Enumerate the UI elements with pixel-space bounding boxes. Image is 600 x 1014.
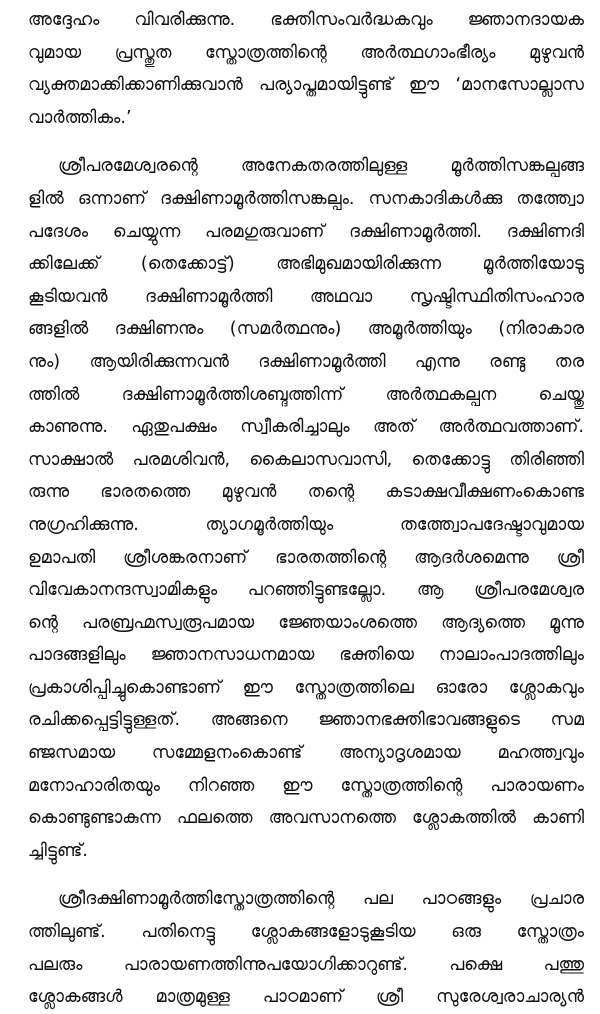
paragraph-dakshinamurthy bbox=[28, 150, 584, 867]
text-line: വ്യക്തമാക്കിക്കാണിക്കുവാൻ പര്യാപ്തമായിട്ടുണ്ട് ഈ ‘മാനസോല്ലാസ bbox=[28, 75, 584, 96]
text-line: വുമായ പ്രസ്തുത സ്തോത്രത്തിന്റെ അർത്ഥഗാംഭീര്യം മുഴുവൻ bbox=[28, 42, 584, 63]
text-line: രചിക്കപ്പെട്ടിട്ടുള്ളത്. അങ്ങനെ ജ്ഞാനഭക്തിഭാവങ്ങളുടെ സമ bbox=[28, 710, 584, 731]
text-line: സാക്ഷാൽ പരമശിവൻ, കൈലാസവാസി, തെക്കോട്ടു തിരിഞ്ഞി bbox=[28, 449, 584, 470]
text-line: കൊണ്ടുണ്ടാകുന്ന ഫലത്തെ അവസാനത്തെ ശ്ലോകത്തിൽ കാണി bbox=[28, 808, 584, 829]
text-line: ശ്ലോകങ്ങൾ മാത്രമുള്ള പാഠമാണ് ശ്രീ സുരേശ്വരാചാര്യൻ bbox=[28, 987, 584, 1008]
text-line: ഉമാപതി ശ്രീശങ്കരനാണ് ഭാരതത്തിന്റെ ആദർശമെന്നു ശ്രീ bbox=[28, 547, 584, 568]
text-line: നും) ആയിരിക്കുന്നവൻ ദക്ഷിണാമൂർത്തി എന്നു രണ്ടു തര bbox=[28, 351, 584, 372]
text-line: ശ്രീപരമേശ്വരന്റെ അനേകതരത്തിലുള്ള മൂർത്തിസങ്കല്പങ്ങ bbox=[58, 156, 584, 177]
text-line: ന്റെ പരബ്രഹ്മസ്വരൂപമായ ജ്ഞേയാംശത്തെ ആദ്യത്തെ മൂന്നു bbox=[28, 612, 584, 633]
text-line: പ്രകാശിപ്പിച്ചുകൊണ്ടാണ് ഈ സ്തോത്രത്തിലെ ഓരോ ശ്ലോകവും bbox=[28, 677, 584, 698]
text-line: വാർത്തികം.’ bbox=[28, 107, 132, 128]
text-line: ത്തിലുണ്ട്. പതിനെട്ടു ശ്ലോകങ്ങളോടുകൂടിയ ഒരു സ്തോത്രം bbox=[28, 922, 584, 943]
paragraph-recensions bbox=[28, 883, 584, 1013]
text-line: അദ്ദേഹം വിവരിക്കുന്നു. ഭക്തിസംവർദ്ധകവും ജ്ഞാനദായക bbox=[28, 10, 584, 30]
text-line: കാണുന്നു. ഏതുപക്ഷം സ്വീകരിച്ചാലും അത് അർത്ഥവത്താണ്. bbox=[28, 417, 584, 438]
text-line: ക്കിലേക്ക് (തെക്കോട്ട്) അഭിമുഖമായിരിക്കുന്ന മൂർത്തിയോടു bbox=[28, 254, 584, 275]
text-line: ത്തിൽ ദക്ഷിണാമൂർത്തിശബ്ദത്തിന്ന് അർത്ഥകല്പന ചെയ്തു bbox=[28, 384, 584, 405]
text-line: ളിൽ ഒന്നാണ് ദക്ഷിണാമൂർത്തിസങ്കല്പം. സനകാദികൾക്കു തത്ത്വോ bbox=[28, 188, 584, 209]
text-line: നുഗ്രഹിക്കുന്നു. ത്യാഗമൂർത്തിയും തത്ത്വോപദേഷ്ടാവുമായ bbox=[28, 514, 584, 535]
text-line: ശ്രീദക്ഷിണാമൂർത്തിസ്തോത്രത്തിന്റെ പല പാഠങ്ങളും പ്രചാര bbox=[58, 889, 584, 910]
paragraph-spacer bbox=[28, 134, 584, 150]
text-line: പലരും പാരായണത്തിന്നുപയോഗിക്കാറുണ്ട്. പക്ഷെ പത്തു bbox=[28, 954, 584, 975]
text-line: പദേശം ചെയ്യുന്ന പരമഗുരുവാണ് ദക്ഷിണാമൂർത്തി. ദക്ഷിണദി bbox=[28, 221, 584, 242]
paragraph-spacer bbox=[28, 867, 584, 883]
text-line: വിവേകാനന്ദസ്വാമികളും പറഞ്ഞിട്ടുണ്ടല്ലോ. ആ ശ്രീപരമേശ്വര bbox=[28, 580, 584, 601]
text-line: ഞ്ജസമായ സമ്മേളനംകൊണ്ട് അന്യാദൃശമായ മഹത്ത്വവും bbox=[28, 743, 584, 764]
text-line: കൂടിയവൻ ദക്ഷിണാമൂർത്തി അഥവാ സൃഷ്ടിസ്ഥിതിസംഹാര bbox=[28, 286, 584, 307]
paragraph-intro bbox=[28, 4, 584, 134]
text-line: ച്ചിട്ടുണ്ട്. bbox=[28, 840, 88, 861]
text-line: മനോഹാരിതയും നിറഞ്ഞ ഈ സ്തോത്രത്തിന്റെ പാരായണം bbox=[28, 775, 584, 796]
document-page bbox=[28, 4, 584, 1014]
text-line: പാദങ്ങളിലും ജ്ഞാനസാധനമായ ഭക്തിയെ നാലാംപാദത്തിലും bbox=[28, 645, 584, 666]
text-line: രുന്നു ഭാരതത്തെ മുഴുവൻ തന്റെ കടാക്ഷവീക്ഷണംകൊണ്ട bbox=[28, 482, 584, 503]
text-line: ങ്ങളിൽ ദക്ഷിണനും (സമർത്ഥനും) അമൂർത്തിയും (നിരാകാര bbox=[28, 319, 584, 340]
